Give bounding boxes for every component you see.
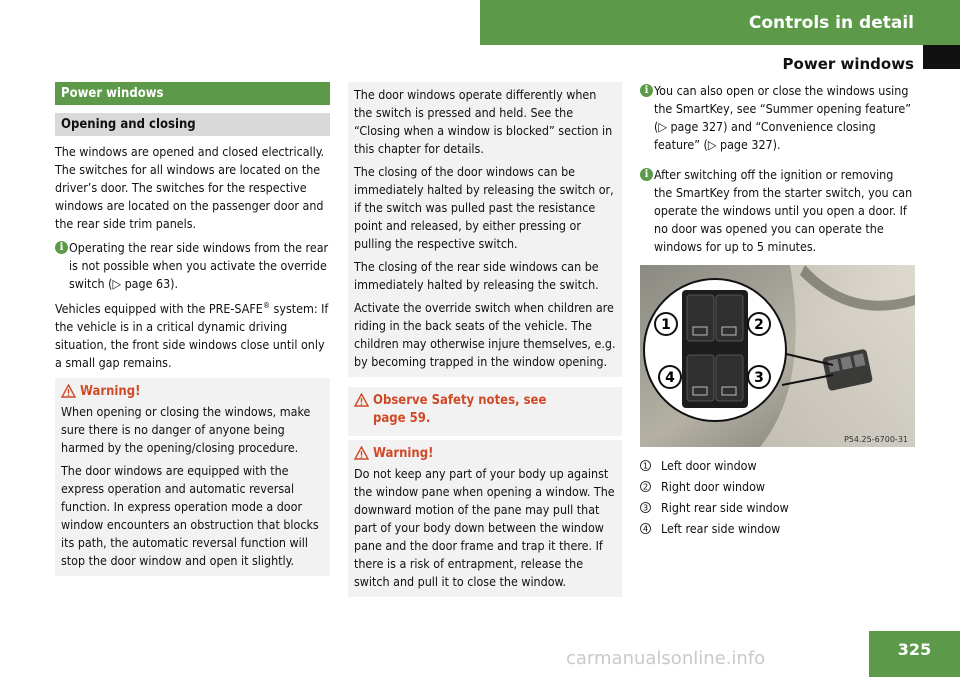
- info-note-text: You can also open or close the windows using the SmartKey, see “Summer opening feature” (▷ page 327) and “Convenience closing feature” (▷ page 327).: [654, 83, 912, 152]
- warning-heading: [354, 445, 616, 463]
- page-number: 325: [869, 631, 960, 677]
- legend-label: Left rear side window: [661, 520, 781, 536]
- legend-item: [640, 476, 915, 497]
- callout-3: [748, 366, 770, 388]
- callout-2: [748, 313, 770, 335]
- observe-title: Observe Safety notes, see page 59.: [373, 393, 547, 426]
- window-switch-photo: [640, 265, 915, 447]
- warning-text: Do not keep any part of your body up against the window pane when opening a window. The downward motion of the pane may pull that part of your body down between the window pane and the door frame and trap it there. If there is a risk of entrapment, release the switch and pull it to close the window.: [354, 466, 615, 589]
- svg-text:1: 1: [661, 317, 671, 333]
- warning-text-1: When opening or closing the windows, make sure there is no danger of anyone being harmed by the opening/closing procedure.: [61, 404, 311, 455]
- svg-text:3: 3: [754, 370, 764, 386]
- warning-box: [55, 378, 330, 576]
- column-3: [640, 82, 915, 539]
- pre-safe-text: Vehicles equipped with the PRE-SAFE: [55, 301, 263, 316]
- registered-mark: ®: [262, 300, 271, 310]
- legend-label: Right door window: [661, 478, 766, 494]
- legend-label: Left door window: [661, 457, 757, 473]
- box-text-1: The door windows operate differently when the switch is pressed and held. See the “Closing when a window is blocked” section in this chapter for details.: [354, 87, 613, 156]
- svg-text:2: 2: [642, 482, 649, 492]
- observe-heading: [354, 392, 616, 428]
- warning-heading: [61, 383, 324, 401]
- column-1: [55, 82, 330, 576]
- legend-item: [640, 518, 915, 539]
- intro-paragraph: The windows are opened and closed electrically. The switches for all windows are located on the driver’s door. The switches for the respective windows are located on the passenger door and the rear side trim panels.: [55, 144, 325, 231]
- window-switch-illustration: [640, 265, 915, 447]
- warning-triangle-icon: [354, 446, 369, 460]
- observe-safety-box: [348, 387, 622, 436]
- warning-box-2: [348, 440, 622, 597]
- info-icon: i: [55, 241, 68, 254]
- info-note-text: Operating the rear side windows from the rear is not possible when you activate the override switch (▷ page 63).: [69, 240, 329, 291]
- callout-4: [659, 366, 681, 388]
- svg-text:2: 2: [754, 317, 764, 333]
- info-note-smartkey: [640, 82, 915, 154]
- svg-text:4: 4: [642, 524, 649, 534]
- svg-text:1: 1: [642, 461, 649, 471]
- warning-title: Warning!: [80, 384, 141, 399]
- info-icon: i: [640, 168, 653, 181]
- info-icon: i: [640, 84, 653, 97]
- warning-text-2: The door windows are equipped with the express operation and automatic reversal function. In express operation mode a door window encounters an obstruction that blocks its path, the automatic reversal function will stop the door window and open it slightly.: [61, 463, 319, 568]
- number-badge-icon: [640, 481, 651, 492]
- box-text-4: Activate the override switch when children are riding in the back seats of the vehicle. The children may otherwise injure themselves, e.g. by becoming trapped in the window opening.: [354, 300, 616, 369]
- subsection-title: Power windows: [782, 55, 914, 73]
- subsection-heading: Opening and closing: [55, 113, 330, 136]
- header-tab-marker: [923, 45, 960, 69]
- callout-1: [655, 313, 677, 335]
- legend-item: [640, 455, 915, 476]
- number-badge-icon: [640, 523, 651, 534]
- warning-continuation-box: [348, 82, 622, 377]
- box-text-2: The closing of the door windows can be immediately halted by releasing the switch or, if the switch was pulled past the resistance point and released, by either pressing or pulling the respective switch.: [354, 164, 614, 251]
- number-badge-icon: [640, 460, 651, 471]
- warning-triangle-icon: [61, 384, 76, 398]
- pre-safe-text-cont: system: If the vehicle is in a critical dynamic driving situation, the front side windows close until only a small gap remains.: [55, 301, 329, 370]
- column-2: [348, 82, 622, 597]
- photo-code: P54.25-6700-31: [843, 435, 908, 444]
- watermark: carmanualsonline.info: [566, 648, 766, 669]
- section-title: Controls in detail: [748, 13, 914, 33]
- warning-title: Warning!: [373, 446, 434, 461]
- section-heading: Power windows: [55, 82, 330, 105]
- legend-list: [640, 455, 915, 539]
- info-note: [55, 239, 330, 293]
- pre-safe-paragraph: [55, 300, 330, 372]
- box-text-3: The closing of the rear side windows can be immediately halted by releasing the switch.: [354, 259, 599, 292]
- svg-text:3: 3: [642, 503, 649, 513]
- svg-text:4: 4: [665, 370, 675, 386]
- number-badge-icon: [640, 502, 651, 513]
- legend-label: Right rear side window: [661, 499, 789, 515]
- warning-triangle-icon: [354, 393, 369, 407]
- legend-item: [640, 497, 915, 518]
- info-note-text: After switching off the ignition or removing the SmartKey from the starter switch, you can operate the windows until you open a door. If no door was opened you can operate the windows for up to 5 minutes.: [654, 167, 913, 254]
- info-note-ignition: [640, 166, 915, 256]
